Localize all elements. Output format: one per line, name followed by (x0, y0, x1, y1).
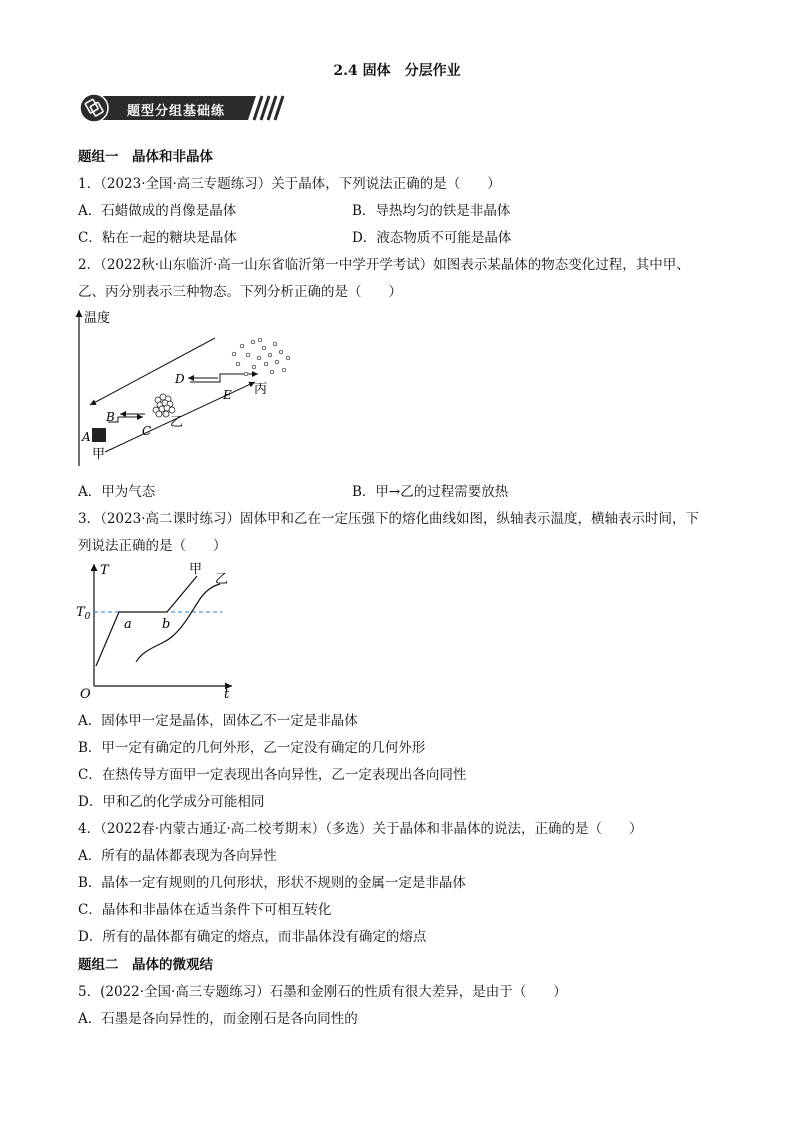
q5-option-a: A．石墨是各向异性的，而金刚石是各向同性的 (78, 1011, 358, 1027)
q1-option-b: B．导热均匀的铁是非晶体 (352, 203, 511, 219)
q2-option-a: A．甲为气态 (78, 484, 156, 500)
state-bing: 丙 (254, 382, 268, 397)
cooling-arrow (90, 338, 215, 405)
q3-stem-line1: 3．（2023·高二课时练习）固体甲和乙在一定压强下的熔化曲线如图，纵轴表示温度，横轴表示时间，下 (78, 511, 699, 527)
phase-change-figure (70, 300, 320, 472)
q4-option-a: A．所有的晶体都表现为各向异性 (78, 848, 277, 864)
temperature-axis-label: 温度 (84, 311, 111, 326)
q3-option-b: B．甲一定有确定的几何外形，乙一定没有确定的几何外形 (78, 740, 426, 756)
q4-option-d: D．所有的晶体都有确定的熔点，而非晶体没有确定的熔点 (78, 929, 427, 945)
curve-yi (136, 584, 220, 662)
group-heading-1: 题组一 晶体和非晶体 (78, 149, 213, 165)
q3-option-d: D．甲和乙的化学成分可能相同 (78, 794, 265, 810)
q4-option-c: C．晶体和非晶体在适当条件下可相互转化 (78, 902, 332, 918)
curve-jia (96, 576, 197, 666)
label-b: B (106, 410, 115, 424)
label-d: D (175, 372, 185, 386)
q1-option-a: A．石蜡做成的肖像是晶体 (78, 203, 237, 219)
q5-stem: 5．(2022·全国·高三专题练习）石墨和金刚石的性质有很大差异，是由于（ ） (78, 984, 567, 1000)
melting-curve-figure (72, 556, 242, 698)
q3-option-a: A．固体甲一定是晶体，固体乙不一定是非晶体 (78, 713, 358, 729)
q4-stem: 4．（2022春·内蒙古通辽·高二校考期末）（多选）关于晶体和非晶体的说法，正确的是（ ） (78, 821, 643, 837)
q4-option-b: B．晶体一定有规则的几何形状，形状不规则的金属一定是非晶体 (78, 875, 466, 891)
solid-lattice (92, 428, 106, 442)
t0-label: $T_0$ (76, 605, 91, 622)
state-yi: 乙 (170, 415, 184, 430)
q3-stem-line2: 列说法正确的是（ ） (78, 538, 227, 554)
label-c: C (142, 424, 152, 438)
y-axis-label: T (100, 563, 109, 578)
state-jia: 甲 (92, 447, 106, 462)
q3-option-c: C．在热传导方面甲一定表现出各向异性，乙一定表现出各向同性 (78, 767, 467, 783)
q2-option-b: B．甲→乙的过程需要放热 (352, 484, 509, 500)
q2-stem-line2: 乙、丙分别表示三种物态。下列分析正确的是（ ） (78, 284, 402, 300)
origin-label: O (80, 687, 91, 698)
banner-label: 题型分组基础练 (127, 104, 226, 119)
curve-yi-label: 乙 (215, 572, 229, 587)
q1-option-c: C．粘在一起的糖块是晶体 (78, 230, 237, 246)
q1-option-d: D．液态物质不可能是晶体 (352, 230, 512, 246)
label-e: E (223, 388, 232, 402)
liquid-cluster (153, 394, 175, 417)
q1-stem: 1．（2023·全国·高三专题练习）关于晶体，下列说法正确的是（ ） (78, 176, 501, 192)
group-heading-2: 题组二 晶体的微观结 (78, 957, 213, 973)
label-a: A (82, 430, 91, 444)
q2-stem-line1: 2．（2022秋·山东临沂·高一山东省临沂第一中学开学考试）如图表示某晶体的物态变化过程，其中甲、 (78, 257, 690, 273)
curve-jia-label: 甲 (189, 562, 203, 577)
x-axis-label: t (224, 687, 230, 698)
gas-particles (232, 338, 290, 376)
point-b-label: b (162, 617, 171, 632)
page-title: 2.4 固体 分层作业 (333, 63, 461, 79)
point-a-label: a (124, 617, 132, 632)
